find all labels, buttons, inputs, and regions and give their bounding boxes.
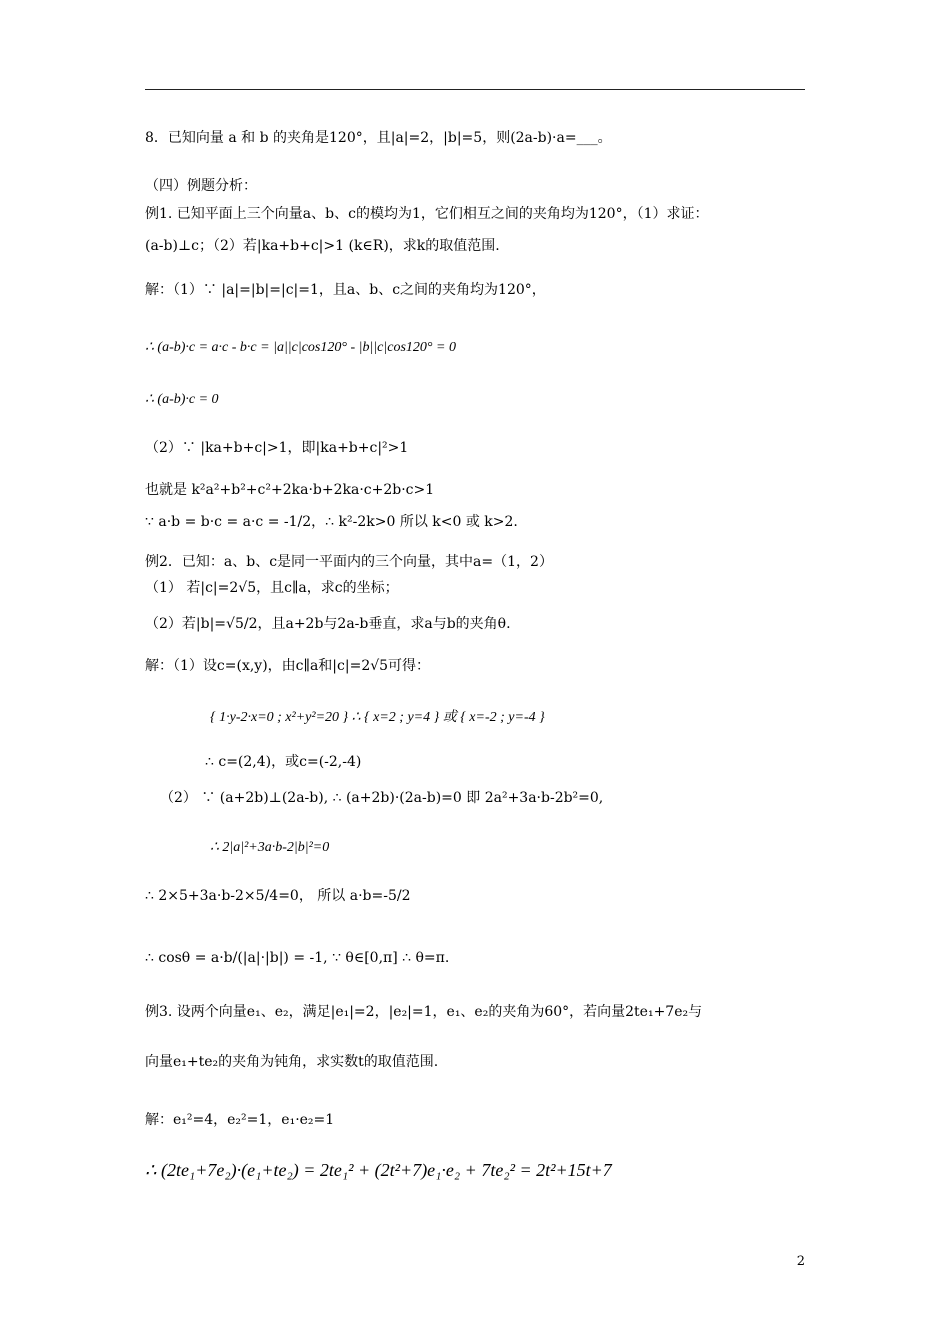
solution1-line4: （2）∵ |ka+b+c|>1，即|ka+b+c|²>1 [145,440,409,456]
solution1-line3: ∴ (a-b)·c = 0 [145,392,219,407]
example2-q1: （1） 若|c|=2√5，且c∥a，求c的坐标； [145,580,399,596]
page-number: 2 [796,1254,805,1269]
section-heading: （四）例题分析： [145,178,257,194]
solution1-line5: 也就是 k²a²+b²+c²+2ka·b+2ka·c+2b·c>1 [145,482,435,498]
solution2-line6: ∴ 2×5+3a·b-2×5/4=0， 所以 a·b=-5/2 [145,888,411,904]
example2-line1: 例2．已知：a、b、c是同一平面内的三个向量，其中a=（1，2） [145,554,553,570]
example1-line2: (a-b)⊥c；（2）若|ka+b+c|>1 (k∈R)，求k的取值范围. [145,238,500,254]
solution3-line2: ∴ (2te₁+7e₂)·(e₁+te₂) = 2te₁² + (2t²+7)e₁·e₂ + 7te₂² = 2t²+15t+7 [145,1160,612,1180]
q8-line: 8．已知向量 a 和 b 的夹角是120°，且|a|=2，|b|=5，则(2a-b)·a=___。 [145,130,612,146]
solution2-system: { 1·y-2·x=0 ; x²+y²=20 } ∴ { x=2 ; y=4 } 或 { x=-2 ; y=-4 } [210,710,545,725]
solution2-line4: （2） ∵ (a+2b)⊥(2a-b), ∴ (a+2b)·(2a-b)=0 即 2a²+3a·b-2b²=0, [160,790,604,806]
example2-q2: （2）若|b|=√5/2，且a+2b与2a-b垂直，求a与b的夹角θ. [145,616,511,632]
solution2-line3: ∴ c=(2,4)，或c=(-2,-4) [205,754,362,770]
solution1-line1: 解：（1）∵ |a|=|b|=|c|=1，且a、b、c之间的夹角均为120°， [145,282,546,298]
example1-line1: 例1. 已知平面上三个向量a、b、c的模均为1，它们相互之间的夹角均为120°，（1）求证： [145,206,709,222]
solution1-line2: ∴ (a-b)·c = a·c - b·c = |a||c|cos120° - |b||c|cos120° = 0 [145,340,456,355]
solution2-line7: ∴ cosθ = a·b/(|a|·|b|) = -1, ∵ θ∈[0,π] ∴ θ=π. [145,950,450,966]
solution2-line5: ∴ 2|a|²+3a·b-2|b|²=0 [210,840,330,855]
example3-line2: 向量e₁+te₂的夹角为钝角，求实数t的取值范围. [145,1054,439,1070]
solution1-line6: ∵ a·b = b·c = a·c = -1/2，∴ k²-2k>0 所以 k<0 或 k>2. [145,514,518,530]
header-rule [145,89,805,90]
example3-line1: 例3. 设两个向量e₁、e₂，满足|e₁|=2，|e₂|=1，e₁、e₂的夹角为60°，若向量2te₁+7e₂与 [145,1004,703,1020]
solution2-line1: 解：（1）设c=(x,y)，由c∥a和|c|=2√5可得： [145,658,431,674]
solution3-line1: 解：e₁²=4，e₂²=1，e₁·e₂=1 [145,1112,335,1128]
